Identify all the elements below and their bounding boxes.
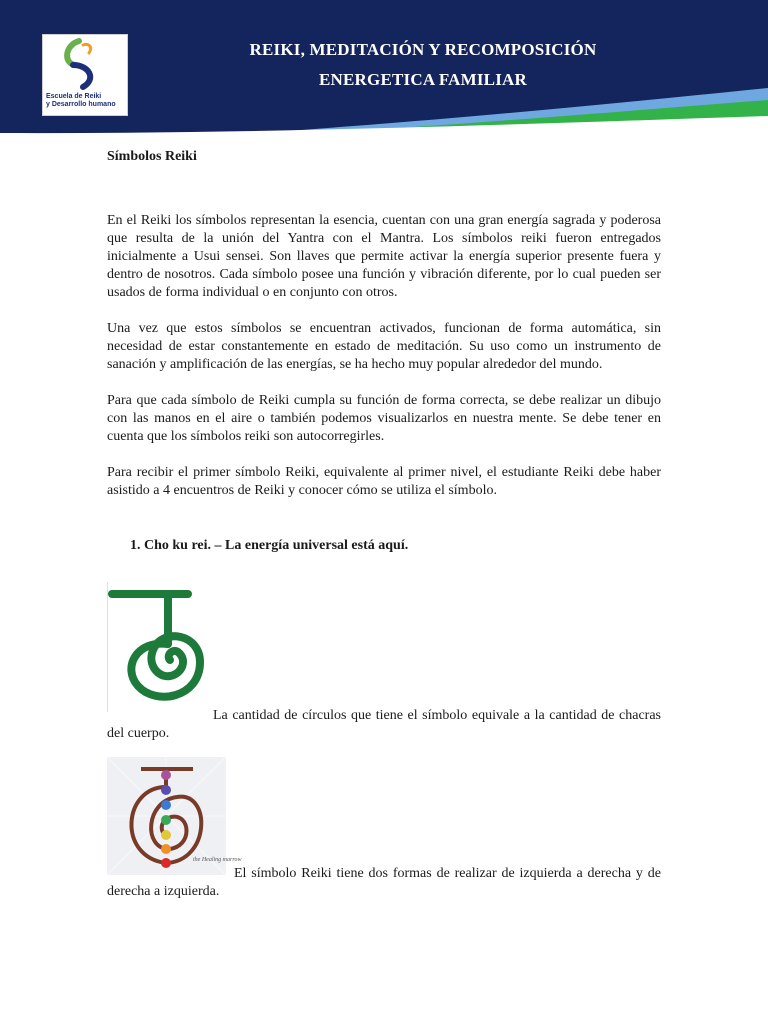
logo-caption [46,93,126,109]
list-item-cho-ku-rei: 1. Cho ku rei. – La energía universal está aquí. [130,538,409,553]
document-header [0,0,768,140]
logo-line-1: Escuela de Reiki [46,93,102,100]
chakra-solar-plexus-icon [161,830,171,840]
chakra-heart-icon [161,815,171,825]
school-logo [42,34,128,116]
chakra-throat-icon [161,800,171,810]
caption-1: La cantidad de círculos que tiene el símbolo equivale a la cantidad de chacras del cuerpo. [107,708,661,741]
image-watermark: the Healing marrow [193,857,242,863]
cho-ku-rei-symbol-image [107,582,208,712]
logo-line-2: y Desarrollo humano [46,101,116,108]
chakra-spiral-icon [107,757,242,875]
chakra-crown-icon [161,770,171,780]
chakra-third-eye-icon [161,785,171,795]
caption-2: El símbolo Reiki tiene dos formas de realizar de izquierda a derecha y de derecha a izquierda. [107,866,661,899]
header-title-line-2: ENERGETICA FAMILIAR [319,70,527,89]
paragraph-1: En el Reiki los símbolos representan la esencia, cuentan con una gran energía sagrada y poderosa que resulta de la unión del Yantra con el Mantra. Los símbolos reiki fueron entregados inicialmente a Usui sensei. Son llaves que permite activar la energía superior presente fuera y dentro de nosotros. Cada símbolo posee una función y vibración diferente, por lo cual pueden ser usados de forma individual o en conjunto con otros. [107,213,661,300]
cho-ku-rei-symbol-icon [108,582,208,712]
logo-emblem-icon [43,35,127,93]
paragraph-4: Para recibir el primer símbolo Reiki, equivalente al primer nivel, el estudiante Reiki debe haber asistido a 4 encuentros de Reiki y conocer cómo se utiliza el símbolo. [107,465,661,498]
document-body [107,148,661,500]
chakra-spiral-image [107,757,242,875]
paragraph-3: Para que cada símbolo de Reiki cumpla su función de forma correcta, se debe realizar un dibujo con las manos en el aire o también podemos visualizarlos en nuestra mente. Se debe tener en cuenta que los símbolos reiki son autocorregirles. [107,393,661,444]
section-heading: Símbolos Reiki [107,149,197,164]
paragraph-2: Una vez que estos símbolos se encuentran activados, funcionan de forma automática, sin necesidad de estar constantemente en estado de meditación. Su uso como un instrumento de sanación y amplificación de las energías, se ha hecho muy popular alrededor del mundo. [107,321,661,372]
header-title-line-1: REIKI, MEDITACIÓN Y RECOMPOSICIÓN [249,40,597,59]
chakra-sacral-icon [161,844,171,854]
